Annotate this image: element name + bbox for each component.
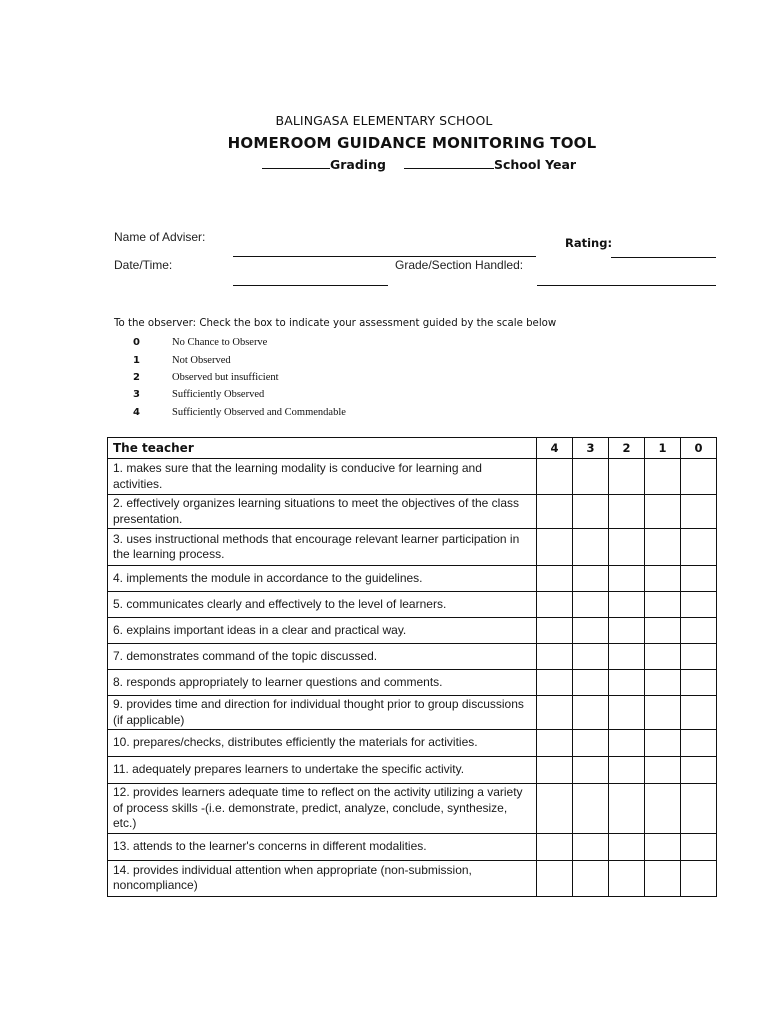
document-title: HOMEROOM GUIDANCE MONITORING TOOL xyxy=(227,134,597,152)
score-checkbox-0[interactable] xyxy=(681,833,717,860)
score-checkbox-1[interactable] xyxy=(645,784,681,834)
score-checkbox-3[interactable] xyxy=(573,592,609,618)
score-checkbox-0[interactable] xyxy=(681,730,717,757)
score-checkbox-0[interactable] xyxy=(681,592,717,618)
score-checkbox-0[interactable] xyxy=(681,618,717,644)
score-checkbox-2[interactable] xyxy=(609,860,645,896)
criterion-text: 8. responds appropriately to learner questions and comments. xyxy=(108,670,537,696)
table-row xyxy=(108,730,717,757)
score-checkbox-3[interactable] xyxy=(573,618,609,644)
score-checkbox-2[interactable] xyxy=(609,784,645,834)
score-checkbox-4[interactable] xyxy=(537,784,573,834)
scale-description: Sufficiently Observed and Commendable xyxy=(172,406,346,418)
scale-item xyxy=(133,351,346,368)
score-checkbox-3[interactable] xyxy=(573,670,609,696)
score-checkbox-1[interactable] xyxy=(645,730,681,757)
table-row xyxy=(108,670,717,696)
score-checkbox-3[interactable] xyxy=(573,757,609,784)
table-row xyxy=(108,784,717,834)
criterion-text: 1. makes sure that the learning modality is conducive for learning and activities. xyxy=(108,459,537,495)
score-checkbox-0[interactable] xyxy=(681,670,717,696)
score-checkbox-1[interactable] xyxy=(645,757,681,784)
scale-description: Not Observed xyxy=(172,354,231,366)
header-score-1: 1 xyxy=(645,438,681,459)
score-checkbox-0[interactable] xyxy=(681,644,717,670)
score-checkbox-3[interactable] xyxy=(573,730,609,757)
score-checkbox-4[interactable] xyxy=(537,757,573,784)
score-checkbox-0[interactable] xyxy=(681,860,717,896)
score-checkbox-2[interactable] xyxy=(609,459,645,495)
grading-label: Grading xyxy=(330,157,386,172)
rating-line[interactable] xyxy=(611,257,716,258)
monitoring-table xyxy=(107,437,717,897)
scale-number: 4 xyxy=(133,406,140,418)
score-checkbox-2[interactable] xyxy=(609,670,645,696)
score-checkbox-0[interactable] xyxy=(681,529,717,566)
table-row xyxy=(108,618,717,644)
table-row xyxy=(108,833,717,860)
score-checkbox-0[interactable] xyxy=(681,696,717,730)
score-checkbox-4[interactable] xyxy=(537,860,573,896)
score-checkbox-1[interactable] xyxy=(645,670,681,696)
table-row xyxy=(108,644,717,670)
scale-item xyxy=(133,404,346,421)
scale-number: 1 xyxy=(133,354,140,366)
score-checkbox-3[interactable] xyxy=(573,529,609,566)
table-row xyxy=(108,696,717,730)
scale-item xyxy=(133,369,346,386)
criterion-text: 4. implements the module in accordance to the guidelines. xyxy=(108,566,537,592)
score-checkbox-1[interactable] xyxy=(645,696,681,730)
table-row xyxy=(108,860,717,896)
score-checkbox-1[interactable] xyxy=(645,495,681,529)
score-checkbox-1[interactable] xyxy=(645,833,681,860)
score-checkbox-1[interactable] xyxy=(645,566,681,592)
score-checkbox-0[interactable] xyxy=(681,784,717,834)
grade-section-line[interactable] xyxy=(537,285,716,286)
grading-school-year-line xyxy=(262,157,576,172)
score-checkbox-1[interactable] xyxy=(645,618,681,644)
table-row xyxy=(108,757,717,784)
score-checkbox-2[interactable] xyxy=(609,644,645,670)
score-checkbox-4[interactable] xyxy=(537,670,573,696)
grade-section-label: Grade/Section Handled: xyxy=(395,258,524,272)
criterion-text: 10. prepares/checks, distributes efficiently the materials for activities. xyxy=(108,730,537,757)
table-row xyxy=(108,459,717,495)
score-checkbox-2[interactable] xyxy=(609,696,645,730)
score-checkbox-4[interactable] xyxy=(537,618,573,644)
datetime-label: Date/Time: xyxy=(114,258,173,272)
score-checkbox-4[interactable] xyxy=(537,833,573,860)
score-checkbox-3[interactable] xyxy=(573,833,609,860)
scale-description: No Chance to Observe xyxy=(172,337,268,349)
score-checkbox-3[interactable] xyxy=(573,644,609,670)
criterion-text: 14. provides individual attention when appropriate (non-submission, noncompliance) xyxy=(108,860,537,896)
adviser-label: Name of Adviser: xyxy=(114,230,206,244)
score-checkbox-0[interactable] xyxy=(681,566,717,592)
table-header-row xyxy=(108,438,717,459)
scale-description: Observed but insufficient xyxy=(172,371,279,383)
grading-blank[interactable] xyxy=(262,158,330,169)
criterion-text: 7. demonstrates command of the topic discussed. xyxy=(108,644,537,670)
score-checkbox-3[interactable] xyxy=(573,860,609,896)
score-checkbox-2[interactable] xyxy=(609,566,645,592)
score-checkbox-1[interactable] xyxy=(645,644,681,670)
criterion-text: 9. provides time and direction for individual thought prior to group discussions (if applicable) xyxy=(108,696,537,730)
table-row xyxy=(108,566,717,592)
score-checkbox-4[interactable] xyxy=(537,644,573,670)
scale-number: 3 xyxy=(133,389,140,401)
score-checkbox-3[interactable] xyxy=(573,566,609,592)
criterion-text: 13. attends to the learner's concerns in different modalities. xyxy=(108,833,537,860)
criterion-text: 6. explains important ideas in a clear and practical way. xyxy=(108,618,537,644)
score-checkbox-2[interactable] xyxy=(609,730,645,757)
score-checkbox-3[interactable] xyxy=(573,459,609,495)
score-checkbox-3[interactable] xyxy=(573,784,609,834)
score-checkbox-0[interactable] xyxy=(681,459,717,495)
school-year-blank[interactable] xyxy=(404,158,494,169)
criterion-text: 5. communicates clearly and effectively to the level of learners. xyxy=(108,592,537,618)
table-row xyxy=(108,529,717,566)
criterion-text: 11. adequately prepares learners to undertake the specific activity. xyxy=(108,757,537,784)
score-checkbox-2[interactable] xyxy=(609,757,645,784)
scale-item xyxy=(133,386,346,403)
score-checkbox-3[interactable] xyxy=(573,495,609,529)
school-name: BALINGASA ELEMENTARY SCHOOL xyxy=(275,113,493,128)
table-row xyxy=(108,592,717,618)
scale-number: 2 xyxy=(133,371,140,383)
scale-description: Sufficiently Observed xyxy=(172,389,265,401)
observer-instruction: To the observer: Check the box to indicate your assessment guided by the scale below xyxy=(114,318,557,329)
header-score-3: 3 xyxy=(573,438,609,459)
table-row xyxy=(108,495,717,529)
score-checkbox-1[interactable] xyxy=(645,529,681,566)
header-score-2: 2 xyxy=(609,438,645,459)
score-checkbox-2[interactable] xyxy=(609,495,645,529)
school-year-label: School Year xyxy=(493,157,577,172)
criterion-text: 3. uses instructional methods that encourage relevant learner participation in the learning process. xyxy=(108,529,537,566)
score-checkbox-2[interactable] xyxy=(609,618,645,644)
score-checkbox-4[interactable] xyxy=(537,495,573,529)
header-score-4: 4 xyxy=(537,438,573,459)
header-the-teacher: The teacher xyxy=(108,438,537,459)
header-score-0: 0 xyxy=(681,438,717,459)
score-checkbox-2[interactable] xyxy=(609,833,645,860)
score-checkbox-4[interactable] xyxy=(537,730,573,757)
score-checkbox-4[interactable] xyxy=(537,592,573,618)
score-checkbox-2[interactable] xyxy=(609,529,645,566)
rating-label: Rating: xyxy=(565,236,613,250)
scale-number: 0 xyxy=(133,337,140,349)
score-checkbox-0[interactable] xyxy=(681,757,717,784)
adviser-line[interactable] xyxy=(233,256,536,257)
score-checkbox-4[interactable] xyxy=(537,459,573,495)
score-checkbox-1[interactable] xyxy=(645,459,681,495)
score-checkbox-4[interactable] xyxy=(537,529,573,566)
score-checkbox-3[interactable] xyxy=(573,696,609,730)
score-checkbox-4[interactable] xyxy=(537,696,573,730)
scale-item xyxy=(133,334,346,351)
rating-scale xyxy=(133,334,346,421)
score-checkbox-2[interactable] xyxy=(609,592,645,618)
criterion-text: 12. provides learners adequate time to reflect on the activity utilizing a variety of process skills -(i.e. demonstrate, predict, analyze, conclude, synthesize, etc.) xyxy=(108,784,537,834)
score-checkbox-1[interactable] xyxy=(645,592,681,618)
criterion-text: 2. effectively organizes learning situations to meet the objectives of the class presentation. xyxy=(108,495,537,529)
datetime-line[interactable] xyxy=(233,285,388,286)
score-checkbox-4[interactable] xyxy=(537,566,573,592)
score-checkbox-1[interactable] xyxy=(645,860,681,896)
score-checkbox-0[interactable] xyxy=(681,495,717,529)
